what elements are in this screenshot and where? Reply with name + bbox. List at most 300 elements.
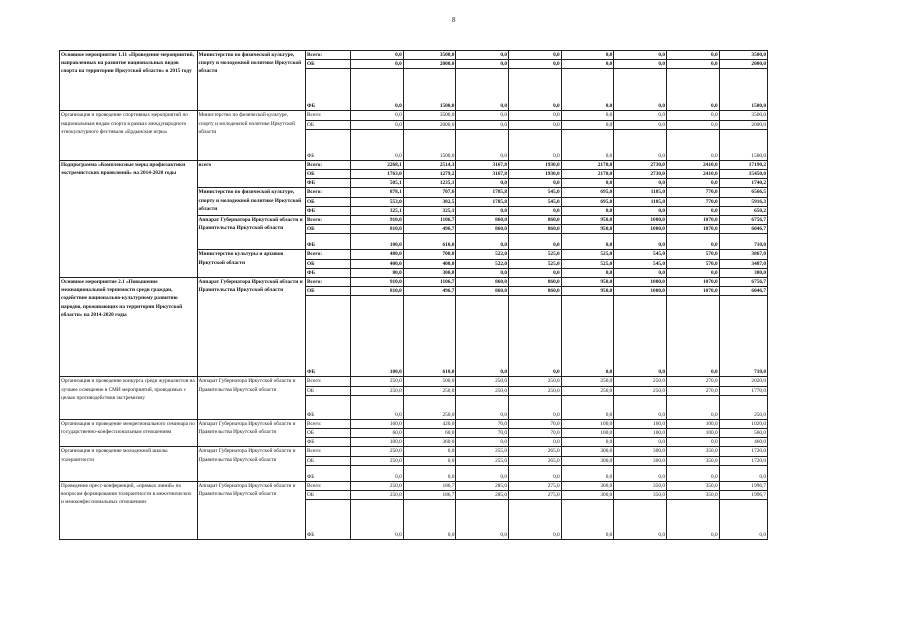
executor-cell: Министерство по физической культуре, спорту и молодежной политике Иркутской области	[197, 188, 306, 216]
value-cell: 250,0	[351, 491, 404, 500]
value-cell: 3867,0	[719, 250, 767, 259]
value-cell: 350,0	[666, 491, 719, 500]
value-cell: 0,0	[614, 69, 667, 111]
value-cell: 2000,0	[719, 120, 767, 129]
value-cell: 5916,3	[719, 197, 767, 206]
activity-title-cell: Организация и проведение спортивных мероприятий по национальным видам спорта в рамках международного этнокультурного фестиваля «Ердынские игры»	[60, 111, 198, 160]
value-cell: 910,0	[351, 278, 404, 287]
value-cell: 860,0	[509, 225, 562, 234]
executor-cell: Министерство культуры и архивов Иркутской области	[197, 250, 306, 278]
activity-title-cell: Основное мероприятие 1.11 «Проведение мероприятий, направленных на развитие национальных видов спорта на территории Иркутской области» в 2015 году	[60, 51, 198, 111]
value-cell: 707,6	[403, 188, 456, 197]
value-cell: 250,0	[351, 456, 404, 465]
value-cell: 300,0	[614, 456, 667, 465]
value-cell: 100,0	[351, 234, 404, 250]
value-cell: 2170,0	[561, 160, 614, 169]
value-cell: 0,0	[614, 179, 667, 188]
value-cell: 2730,0	[614, 160, 667, 169]
value-cell: 0,0	[561, 234, 614, 250]
value-cell: 950,0	[561, 225, 614, 234]
value-cell: 382,5	[403, 197, 456, 206]
value-cell: 400,0	[351, 259, 404, 268]
value-cell: 770,0	[666, 188, 719, 197]
value-cell: 0,0	[614, 395, 667, 419]
value-cell: 265,0	[509, 447, 562, 456]
value-cell: 860,0	[509, 216, 562, 225]
value-cell: 300,0	[561, 491, 614, 500]
value-cell: 380,0	[719, 268, 767, 277]
value-cell: 0,0	[509, 268, 562, 277]
value-cell: 300,0	[561, 447, 614, 456]
value-cell: 250,0	[561, 377, 614, 386]
value-cell: 3500,0	[403, 111, 456, 120]
value-cell: 275,0	[509, 491, 562, 500]
value-cell: 0,0	[561, 465, 614, 481]
funding-type-cell: ОБ	[306, 456, 351, 465]
activity-title-cell: Организация и проведение молодежной школы толерантности	[60, 447, 198, 481]
value-cell: 1106,7	[403, 278, 456, 287]
value-cell: 0,0	[509, 51, 562, 60]
value-cell: 300,0	[614, 447, 667, 456]
value-cell: 325,1	[351, 206, 404, 215]
value-cell: 0,0	[666, 438, 719, 447]
executor-cell: Министерство по физической культуре, спорту и молодежной политике Иркутской области	[197, 51, 306, 111]
table-row	[60, 447, 768, 456]
value-cell: 0,0	[561, 69, 614, 111]
value-cell: 610,0	[403, 296, 456, 377]
funding-type-cell: ФБ	[306, 129, 351, 160]
funding-type-cell: ФБ	[306, 296, 351, 377]
value-cell: 0,0	[456, 465, 509, 481]
value-cell: 0,0	[666, 234, 719, 250]
activity-title-cell: Организация и проведение конкурса среди журналистов на лучшее освещение в СМИ мероприятий, проводимых с целью противодействия экстремизму	[60, 377, 198, 419]
value-cell: 860,0	[456, 216, 509, 225]
value-cell: 560,0	[719, 429, 767, 438]
value-cell: 1070,0	[666, 225, 719, 234]
value-cell: 250,0	[614, 386, 667, 395]
value-cell: 0,0	[614, 120, 667, 129]
value-cell: 6756,7	[719, 216, 767, 225]
value-cell: 0,0	[666, 129, 719, 160]
value-cell: 0,0	[509, 120, 562, 129]
value-cell: 860,0	[509, 287, 562, 296]
value-cell: 100,0	[666, 419, 719, 428]
value-cell: 250,0	[509, 386, 562, 395]
value-cell: 420,0	[403, 419, 456, 428]
value-cell: 0,0	[614, 438, 667, 447]
value-cell: 2000,0	[403, 60, 456, 69]
value-cell: 100,0	[561, 419, 614, 428]
value-cell: 350,0	[666, 456, 719, 465]
value-cell: 1500,0	[403, 129, 456, 160]
value-cell: 250,0	[351, 447, 404, 456]
value-cell: 3500,0	[403, 51, 456, 60]
value-cell: 0,0	[561, 500, 614, 540]
value-cell: 0,0	[403, 465, 456, 481]
value-cell: 325,1	[403, 206, 456, 215]
value-cell: 1720,0	[719, 447, 767, 456]
value-cell: 0,0	[614, 296, 667, 377]
value-cell: 1930,0	[509, 170, 562, 179]
value-cell: 860,0	[509, 278, 562, 287]
value-cell: 1000,0	[614, 216, 667, 225]
value-cell: 0,0	[509, 206, 562, 215]
value-cell: 496,7	[403, 225, 456, 234]
value-cell: 570,0	[666, 259, 719, 268]
value-cell: 0,0	[614, 111, 667, 120]
funding-type-cell: ОБ	[306, 60, 351, 69]
value-cell: 6566,5	[719, 188, 767, 197]
table-row	[60, 377, 768, 386]
funding-type-cell: ФБ	[306, 268, 351, 277]
funding-type-cell: Всего:	[306, 278, 351, 287]
value-cell: 0,0	[614, 465, 667, 481]
value-cell: 0,0	[666, 296, 719, 377]
value-cell: 0,0	[666, 69, 719, 111]
table-row	[60, 111, 768, 120]
value-cell: 0,0	[614, 234, 667, 250]
value-cell: 553,0	[351, 197, 404, 206]
value-cell: 1000,0	[614, 278, 667, 287]
value-cell: 710,0	[719, 234, 767, 250]
value-cell: 70,0	[456, 419, 509, 428]
value-cell: 860,0	[456, 225, 509, 234]
value-cell: 1000,0	[614, 225, 667, 234]
value-cell: 0,0	[351, 395, 404, 419]
value-cell: 3500,0	[719, 51, 767, 60]
value-cell: 0,0	[614, 268, 667, 277]
activity-title-cell: Организация и проведение межрегионального семинара по государственно-конфессиональным отношениям	[60, 419, 198, 447]
value-cell: 0,0	[561, 296, 614, 377]
value-cell: 100,0	[614, 419, 667, 428]
funding-type-cell: ОБ	[306, 225, 351, 234]
value-cell: 545,0	[509, 197, 562, 206]
value-cell: 250,0	[351, 377, 404, 386]
value-cell: 0,0	[403, 456, 456, 465]
value-cell: 910,0	[351, 216, 404, 225]
value-cell: 400,0	[403, 259, 456, 268]
value-cell: 0,0	[509, 60, 562, 69]
activity-title-cell: Подпрограмма «Комплексные меры профилактики экстремистских проявлений» на 2014-2020 годы	[60, 160, 198, 277]
funding-type-cell: ОБ	[306, 170, 351, 179]
value-cell: 350,0	[666, 481, 719, 490]
value-cell: 0,0	[561, 206, 614, 215]
value-cell: 2020,0	[719, 377, 767, 386]
value-cell: 250,0	[456, 386, 509, 395]
value-cell: 350,0	[614, 481, 667, 490]
funding-type-cell: ФБ	[306, 206, 351, 215]
value-cell: 0,0	[351, 60, 404, 69]
value-cell: 1185,0	[614, 188, 667, 197]
value-cell: 3167,8	[456, 170, 509, 179]
value-cell: 0,0	[561, 268, 614, 277]
value-cell: 0,0	[509, 179, 562, 188]
value-cell: 2410,0	[666, 170, 719, 179]
value-cell: 6046,7	[719, 287, 767, 296]
value-cell: 0,0	[666, 268, 719, 277]
funding-type-cell: ФБ	[306, 438, 351, 447]
value-cell: 2514,3	[403, 160, 456, 169]
value-cell: 186,7	[403, 491, 456, 500]
value-cell: 0,0	[666, 465, 719, 481]
value-cell: 0,0	[561, 438, 614, 447]
value-cell: 350,0	[666, 447, 719, 456]
funding-type-cell: Всего:	[306, 447, 351, 456]
value-cell: 17190,2	[719, 160, 767, 169]
value-cell: 505,1	[351, 179, 404, 188]
value-cell: 0,0	[561, 179, 614, 188]
value-cell: 1763,0	[351, 170, 404, 179]
value-cell: 0,0	[456, 500, 509, 540]
value-cell: 0,0	[614, 500, 667, 540]
value-cell: 0,0	[509, 296, 562, 377]
value-cell: 1070,0	[666, 287, 719, 296]
value-cell: 0,0	[509, 69, 562, 111]
executor-cell: Аппарат Губернатора Иркутской области и Правительства Иркутской области	[197, 419, 306, 447]
value-cell: 525,0	[561, 259, 614, 268]
value-cell: 860,0	[456, 278, 509, 287]
value-cell: 545,0	[614, 250, 667, 259]
value-cell: 0,0	[351, 500, 404, 540]
value-cell: 0,0	[666, 500, 719, 540]
funding-type-cell: Всего:	[306, 188, 351, 197]
funding-type-cell: ОБ	[306, 259, 351, 268]
value-cell: 250,0	[614, 377, 667, 386]
value-cell: 0,0	[614, 51, 667, 60]
funding-type-cell: Всего:	[306, 111, 351, 120]
funding-type-cell: ОБ	[306, 197, 351, 206]
value-cell: 525,0	[509, 259, 562, 268]
value-cell: 250,0	[403, 395, 456, 419]
value-cell: 545,0	[614, 259, 667, 268]
value-cell: 0,0	[456, 120, 509, 129]
value-cell: 3500,0	[719, 111, 767, 120]
funding-type-cell: ОБ	[306, 491, 351, 500]
value-cell: 1785,8	[456, 197, 509, 206]
value-cell: 3487,0	[719, 259, 767, 268]
value-cell: 1279,2	[403, 170, 456, 179]
value-cell: 270,0	[666, 377, 719, 386]
value-cell: 0,0	[351, 69, 404, 111]
value-cell: 1185,0	[614, 197, 667, 206]
value-cell: 250,0	[509, 377, 562, 386]
table-row	[60, 160, 768, 169]
table-row	[60, 419, 768, 428]
value-cell: 0,0	[509, 465, 562, 481]
executor-cell: Аппарат Губернатора Иркутской области и Правительства Иркутской области	[197, 481, 306, 539]
value-cell: 3167,8	[456, 160, 509, 169]
value-cell: 0,0	[561, 111, 614, 120]
value-cell: 265,0	[509, 456, 562, 465]
value-cell: 1235,1	[403, 179, 456, 188]
value-cell: 810,0	[351, 225, 404, 234]
value-cell: 100,0	[351, 296, 404, 377]
table-row	[60, 481, 768, 490]
value-cell: 300,0	[403, 268, 456, 277]
value-cell: 0,0	[666, 51, 719, 60]
value-cell: 0,0	[666, 111, 719, 120]
value-cell: 496,7	[403, 287, 456, 296]
funding-type-cell: ОБ	[306, 386, 351, 395]
page-number: 8	[452, 16, 456, 24]
value-cell: 0,0	[456, 296, 509, 377]
value-cell: 1500,0	[403, 69, 456, 111]
value-cell: 0,0	[509, 438, 562, 447]
funding-type-cell: ФБ	[306, 395, 351, 419]
value-cell: 1740,2	[719, 179, 767, 188]
value-cell: 100,0	[351, 438, 404, 447]
value-cell: 0,0	[614, 129, 667, 160]
value-cell: 60,0	[351, 429, 404, 438]
value-cell: 2170,0	[561, 170, 614, 179]
value-cell: 610,0	[403, 234, 456, 250]
value-cell: 270,0	[666, 386, 719, 395]
value-cell: 950,0	[561, 216, 614, 225]
value-cell: 100,0	[561, 429, 614, 438]
value-cell: 2268,1	[351, 160, 404, 169]
value-cell: 525,0	[561, 250, 614, 259]
value-cell: 710,0	[719, 296, 767, 377]
funding-type-cell: ФБ	[306, 465, 351, 481]
value-cell: 100,0	[666, 429, 719, 438]
value-cell: 6046,7	[719, 225, 767, 234]
funding-type-cell: Всего:	[306, 216, 351, 225]
value-cell: 0,0	[403, 447, 456, 456]
value-cell: 1106,7	[403, 216, 456, 225]
value-cell: 250,0	[403, 386, 456, 395]
value-cell: 2410,0	[666, 160, 719, 169]
value-cell: 0,0	[456, 129, 509, 160]
value-cell: 0,0	[561, 129, 614, 160]
value-cell: 60,0	[403, 429, 456, 438]
activity-title-cell: Основное мероприятие 2.1 «Повышение межнациональной терпимости среди граждан, содействие национально-культурному развитию народов, проживающих на территории Иркутской области» на 2014-2020 годы	[60, 278, 198, 377]
table-row	[60, 51, 768, 60]
value-cell: 0,0	[456, 60, 509, 69]
funding-type-cell: ФБ	[306, 179, 351, 188]
value-cell: 0,0	[351, 465, 404, 481]
value-cell: 0,0	[456, 234, 509, 250]
value-cell: 350,0	[614, 491, 667, 500]
executor-cell: Аппарат Губернатора Иркутской области и Правительства Иркутской области	[197, 377, 306, 419]
value-cell: 0,0	[456, 268, 509, 277]
value-cell: 0,0	[666, 206, 719, 215]
executor-cell: Аппарат Губернатора Иркутской области и Правительства Иркутской области	[197, 216, 306, 250]
value-cell: 300,0	[561, 456, 614, 465]
value-cell: 285,0	[456, 491, 509, 500]
funding-type-cell: ФБ	[306, 69, 351, 111]
value-cell: 0,0	[456, 395, 509, 419]
value-cell: 0,0	[351, 129, 404, 160]
value-cell: 0,0	[456, 179, 509, 188]
value-cell: 6756,7	[719, 278, 767, 287]
value-cell: 1020,0	[719, 419, 767, 428]
value-cell: 695,0	[561, 197, 614, 206]
funding-type-cell: ОБ	[306, 287, 351, 296]
value-cell: 1996,7	[719, 481, 767, 490]
executor-cell: Аппарат Губернатора Иркутской области и Правительства Иркутской области	[197, 278, 306, 377]
value-cell: 275,0	[509, 481, 562, 490]
value-cell: 522,0	[456, 250, 509, 259]
value-cell: 860,0	[456, 287, 509, 296]
value-cell: 300,0	[561, 481, 614, 490]
value-cell: 2000,0	[719, 60, 767, 69]
executor-cell: всего	[197, 160, 306, 188]
funding-type-cell: Всего:	[306, 250, 351, 259]
value-cell: 545,0	[509, 188, 562, 197]
value-cell: 0,0	[614, 60, 667, 69]
value-cell: 100,0	[614, 429, 667, 438]
value-cell: 70,0	[509, 419, 562, 428]
value-cell: 500,0	[403, 377, 456, 386]
value-cell: 70,0	[509, 429, 562, 438]
funding-type-cell: ФБ	[306, 500, 351, 540]
value-cell: 255,0	[456, 447, 509, 456]
value-cell: 878,1	[351, 188, 404, 197]
value-cell: 80,0	[351, 268, 404, 277]
value-cell: 950,0	[561, 287, 614, 296]
table-row	[60, 278, 768, 287]
value-cell: 1930,0	[509, 160, 562, 169]
value-cell: 0,0	[403, 500, 456, 540]
executor-cell: Министерство по физической культуре, спорту и молодежной политике Иркутской области	[197, 111, 306, 160]
value-cell: 70,0	[456, 429, 509, 438]
value-cell: 0,0	[509, 395, 562, 419]
value-cell: 460,0	[719, 438, 767, 447]
activity-title-cell: Проведение пресс-конференций, «прямых линий» по вопросам формирования толерантности в межэтнических и межконфессиональных отношениях	[60, 481, 198, 539]
value-cell: 810,0	[351, 287, 404, 296]
value-cell: 0,0	[666, 395, 719, 419]
value-cell: 0,0	[456, 206, 509, 215]
value-cell: 15450,0	[719, 170, 767, 179]
value-cell: 0,0	[509, 111, 562, 120]
value-cell: 0,0	[351, 111, 404, 120]
value-cell: 1720,0	[719, 456, 767, 465]
value-cell: 186,7	[403, 481, 456, 490]
value-cell: 0,0	[509, 129, 562, 160]
funding-type-cell: Всего:	[306, 160, 351, 169]
funding-type-cell: Всего:	[306, 377, 351, 386]
value-cell: 480,0	[351, 250, 404, 259]
value-cell: 700,0	[403, 250, 456, 259]
value-cell: 0,0	[666, 179, 719, 188]
value-cell: 0,0	[719, 500, 767, 540]
value-cell: 1070,0	[666, 216, 719, 225]
value-cell: 1070,0	[666, 278, 719, 287]
value-cell: 650,2	[719, 206, 767, 215]
value-cell: 160,0	[351, 419, 404, 428]
value-cell: 0,0	[456, 51, 509, 60]
value-cell: 0,0	[509, 500, 562, 540]
value-cell: 0,0	[561, 60, 614, 69]
value-cell: 250,0	[351, 386, 404, 395]
value-cell: 0,0	[456, 111, 509, 120]
value-cell: 250,0	[561, 386, 614, 395]
value-cell: 250,0	[351, 481, 404, 490]
value-cell: 285,0	[456, 481, 509, 490]
value-cell: 1785,8	[456, 188, 509, 197]
value-cell: 1996,7	[719, 491, 767, 500]
value-cell: 250,0	[456, 377, 509, 386]
value-cell: 522,0	[456, 259, 509, 268]
executor-cell: Аппарат Губернатора Иркутской области и Правительства Иркутской области	[197, 447, 306, 481]
value-cell: 0,0	[509, 234, 562, 250]
budget-table	[59, 50, 768, 540]
value-cell: 770,0	[666, 197, 719, 206]
funding-type-cell: ФБ	[306, 234, 351, 250]
value-cell: 2000,0	[403, 120, 456, 129]
value-cell: 0,0	[561, 120, 614, 129]
value-cell: 0,0	[719, 465, 767, 481]
